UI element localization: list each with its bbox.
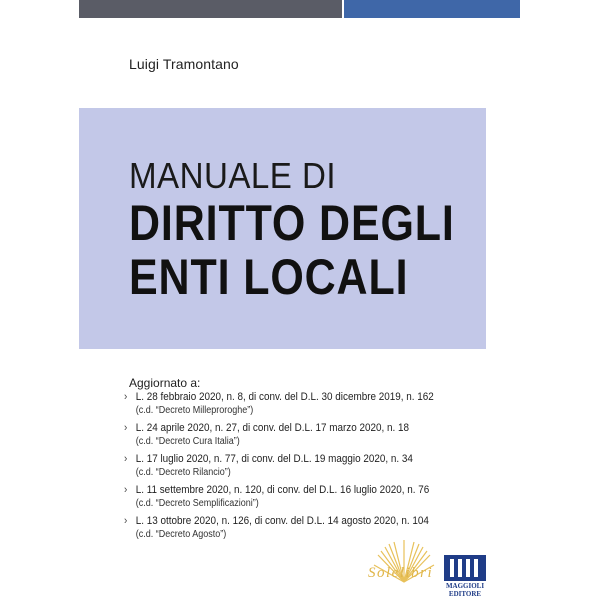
maggioli-m-logo-icon <box>444 555 486 581</box>
updates-list <box>124 391 484 546</box>
bullet-arrow-icon: › <box>124 391 128 403</box>
update-item <box>124 484 448 510</box>
title-line-1: MANUALE DI <box>129 155 337 196</box>
title-line-2: DIRITTO DEGLI <box>129 195 455 251</box>
updates-heading: Aggiornato a: <box>129 376 201 390</box>
bullet-arrow-icon: › <box>124 422 128 434</box>
update-law: L. 11 settembre 2020, n. 120, di conv. del D.L. 16 luglio 2020, n. 76 <box>135 484 430 496</box>
update-note: (c.d. “Decreto Agosto”) <box>135 529 227 540</box>
publisher-name <box>444 582 486 598</box>
update-item <box>124 453 448 479</box>
update-law: L. 28 febbraio 2020, n. 8, di conv. del D.L. 30 dicembre 2019, n. 162 <box>135 391 434 403</box>
bullet-arrow-icon: › <box>124 484 128 496</box>
author-name: Luigi Tramontano <box>129 56 239 72</box>
update-note: (c.d. “Decreto Milleproroghe”) <box>135 405 254 416</box>
publisher-name-line2: EDITORE <box>448 590 482 598</box>
update-note: (c.d. “Decreto Cura Italia”) <box>135 436 240 447</box>
update-note: (c.d. “Decreto Semplificazioni”) <box>135 498 259 509</box>
update-law: L. 17 luglio 2020, n. 77, di conv. del D.L. 19 maggio 2020, n. 34 <box>135 453 413 465</box>
publisher-name-line1: MAGGIOLI <box>445 582 485 590</box>
update-note: (c.d. “Decreto Rilancio”) <box>135 467 231 478</box>
update-law: L. 13 ottobre 2020, n. 126, di conv. del D.L. 14 agosto 2020, n. 104 <box>135 515 429 527</box>
bullet-arrow-icon: › <box>124 515 128 527</box>
bullet-arrow-icon: › <box>124 453 128 465</box>
top-band-left <box>79 0 342 18</box>
update-item <box>124 422 448 448</box>
update-item <box>124 391 448 417</box>
update-law: L. 24 aprile 2020, n. 27, di conv. del D.L. 17 marzo 2020, n. 18 <box>135 422 410 434</box>
publisher-logo <box>444 555 486 600</box>
top-band-right <box>344 0 520 18</box>
title-line-3: ENTI LOCALI <box>129 249 409 305</box>
solelibri-logo-text: Solelibri <box>368 565 434 581</box>
